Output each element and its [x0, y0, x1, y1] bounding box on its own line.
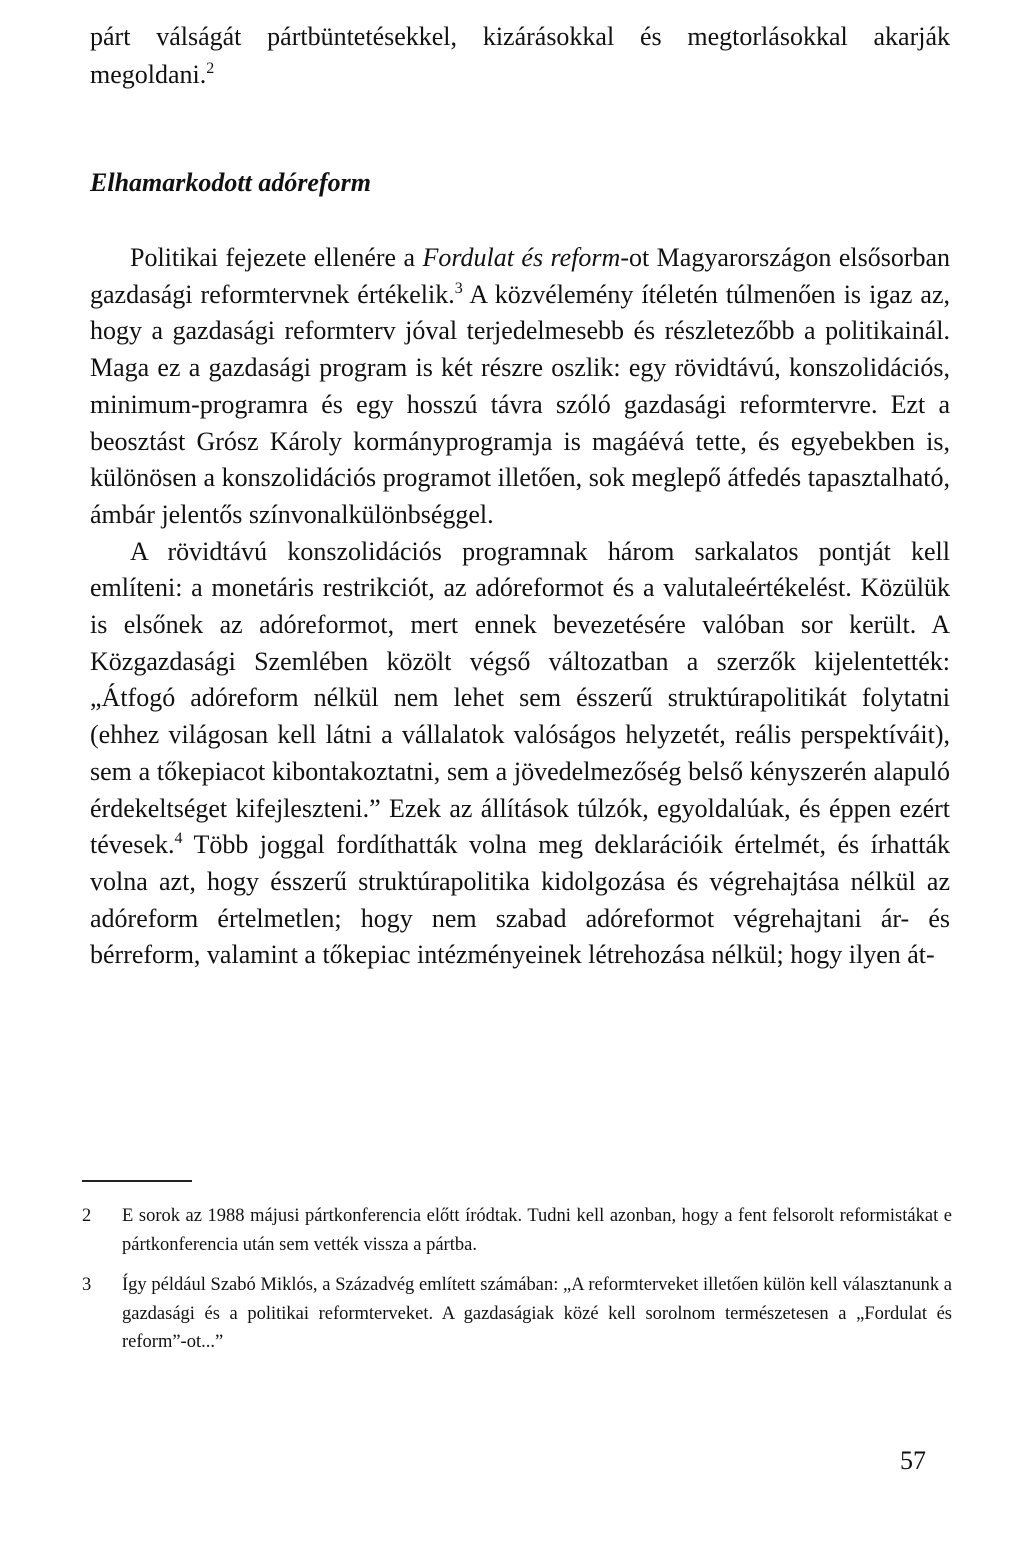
footnote-2 — [82, 1202, 952, 1259]
body-text — [90, 240, 950, 974]
intro-text: párt válságát pártbüntetésekkel, kizárásokkal és megtorlásokkal akarják megoldani. — [90, 22, 950, 89]
intro-paragraph — [90, 18, 950, 94]
section-heading: Elhamarkodott adóreform — [90, 168, 371, 197]
paragraph-2 — [90, 534, 950, 974]
paragraph-2-text-a: A rövidtávú konszolidációs programnak három sarkalatos pontját kell említeni: a monetáris restrikciót, az adóreformot és a valutaleértékelést. Közülük is elsőnek az adóreformot, mert ennek bevezetésére valóban sor került. A Közgazdasági Szemlében közölt végső változatban a szerzők kijelentették: „Átfogó adóreform nélkül nem lehet sem ésszerű struktúrapolitikát folytatni (ehhez világosan kell látni a vállalatok valóságos helyzetét, reális perspektíváit), sem a tőkepiacot kibontakoztatni, sem a jövedelmezőség belső kényszerén alapuló érdekeltséget kifejleszteni.” Ezek az állítások túlzók, egyoldalúak, és éppen ezért tévesek. — [90, 536, 950, 860]
footnote-divider — [82, 1180, 192, 1182]
footnote-text: E sorok az 1988 májusi pártkonferencia előtt íródtak. Tudni kell azonban, hogy a fent felsorolt reformistákat e pártkonferencia után sem vették vissza a pártba. — [122, 1206, 952, 1255]
footnotes — [82, 1202, 952, 1369]
footnote-number: 3 — [82, 1275, 92, 1295]
paragraph-1 — [90, 240, 950, 534]
paragraph-1-book-title: Fordulat és reform — [422, 243, 621, 272]
footnote-ref-4: 4 — [174, 830, 183, 848]
paragraph-2-text-b: Több joggal fordíthatták volna meg deklarációik értelmét, és írhatták volna azt, hogy ésszerű struktúrapolitika kidolgozása és végrehajtása nélkül az adóreform értelmetlen; hogy nem szabad adóreformot végrehajtani ár- és bérreform, valamint a tőkepiac intézményeinek létrehozása nélkül; hogy ilyen át- — [90, 830, 950, 970]
page — [90, 18, 951, 970]
footnote-text: Így például Szabó Miklós, a Századvég említett számában: „A reformterveket illetően külön kell választanunk a gazdasági és a politikai reformterveket. A gazdaságiak közé kell sorolnom természetesen a „Fordulat és reform”-ot...” — [122, 1275, 952, 1352]
footnote-ref-3: 3 — [454, 279, 463, 297]
paragraph-1-text-c: A közvélemény ítéletén túlmenően is igaz az, hogy a gazdasági reformterv jóval terjedelmesebb és részletezőbb a politikainál. Maga ez a gazdasági program is két részre oszlik: egy rövidtávú, konszolidációs, minimum-programra és egy hosszú távra szóló gazdasági reformtervre. Ezt a beosztást Grósz Károly kormányprogramja is magáévá tette, és egyebekben is, különösen a konszolidációs programot illetően, sok meglepő átfedés tapasztalható, ámbár jelentős színvonalkülönbséggel. — [90, 279, 950, 529]
page-number: 57 — [900, 1446, 926, 1475]
footnote-3 — [82, 1271, 952, 1357]
footnote-number: 2 — [82, 1206, 92, 1226]
paragraph-1-text-b: -ot Magyarországon elsősorban gazdasági reformtervnek értékelik. — [90, 243, 951, 309]
paragraph-1-text-a: Politikai fejezete ellenére a — [130, 243, 423, 272]
footnote-ref-2: 2 — [206, 60, 215, 77]
